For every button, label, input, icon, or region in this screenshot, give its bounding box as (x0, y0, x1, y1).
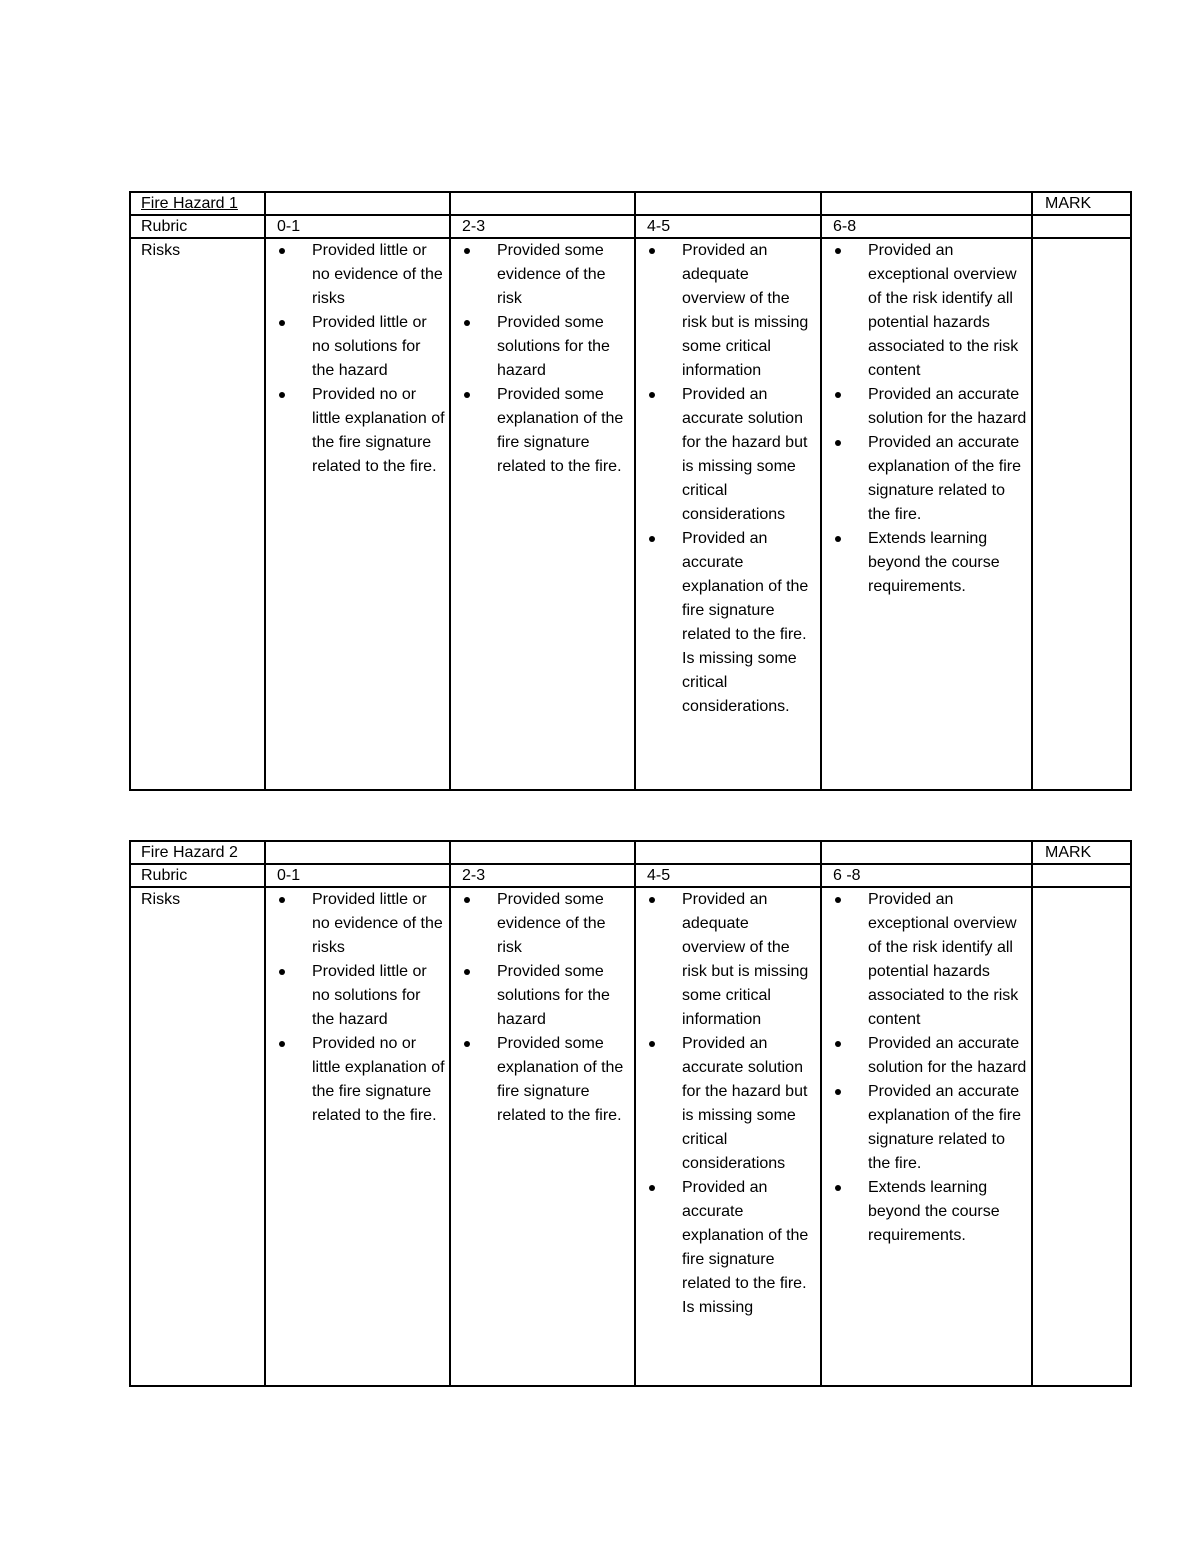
empty-cell (821, 192, 1032, 215)
table-header-row (130, 841, 1131, 864)
criterion-item: Provided an adequate overview of the risk but is missing some critical information (646, 888, 820, 1032)
criterion-item: Provided an accurate explanation of the fire signature related to the fire. Is missing (646, 1176, 820, 1320)
empty-cell (450, 192, 635, 215)
criteria-cell (635, 887, 821, 1386)
empty-cell (265, 841, 450, 864)
rubric-label: Rubric (130, 864, 265, 887)
criteria-cell (821, 887, 1032, 1386)
mark-cell (1032, 864, 1131, 887)
criteria-list (461, 239, 634, 479)
rubric-table-fire-hazard-2 (129, 840, 1132, 1387)
criteria-cell (265, 887, 450, 1386)
criterion-item: Extends learning beyond the course requirements. (832, 1176, 1031, 1248)
criteria-cell (635, 238, 821, 790)
criterion-item: Provided an accurate solution for the hazard but is missing some critical considerations (646, 1032, 820, 1176)
criteria-list (646, 239, 820, 719)
table-header-row (130, 192, 1131, 215)
criterion-item: Provided an accurate solution for the hazard (832, 383, 1031, 431)
empty-cell (635, 192, 821, 215)
criterion-item: Provided some evidence of the risk (461, 888, 634, 960)
criterion-item: Provided little or no solutions for the hazard (276, 960, 449, 1032)
empty-cell (265, 192, 450, 215)
criterion-item: Provided an accurate explanation of the fire signature related to the fire. (832, 1080, 1031, 1176)
rubric-table-fire-hazard-1 (129, 191, 1132, 791)
mark-cell (1032, 215, 1131, 238)
criteria-list (832, 888, 1031, 1248)
criteria-cell (265, 238, 450, 790)
score-band: 4-5 (635, 864, 821, 887)
table-title: Fire Hazard 2 (130, 841, 265, 864)
criterion-item: Provided an exceptional overview of the risk identify all potential hazards associated to the risk content (832, 239, 1031, 383)
criterion-item: Provided little or no solutions for the hazard (276, 311, 449, 383)
criterion-item: Provided some explanation of the fire signature related to the fire. (461, 1032, 634, 1128)
score-band: 6-8 (821, 215, 1032, 238)
criterion-item: Provided an accurate solution for the hazard (832, 1032, 1031, 1080)
criteria-cell (450, 887, 635, 1386)
criteria-cell (450, 238, 635, 790)
empty-cell (821, 841, 1032, 864)
score-row (130, 215, 1131, 238)
score-band: 2-3 (450, 864, 635, 887)
score-band: 0-1 (265, 864, 450, 887)
criteria-list (276, 239, 449, 479)
empty-cell (450, 841, 635, 864)
criterion-item: Provided some solutions for the hazard (461, 311, 634, 383)
criterion-item: Provided some evidence of the risk (461, 239, 634, 311)
empty-cell (635, 841, 821, 864)
rubric-label: Rubric (130, 215, 265, 238)
mark-entry-cell[interactable] (1032, 887, 1131, 1386)
mark-entry-cell[interactable] (1032, 238, 1131, 790)
criterion-item: Provided an exceptional overview of the risk identify all potential hazards associated to the risk content (832, 888, 1031, 1032)
criteria-row (130, 887, 1131, 1386)
criteria-cell (821, 238, 1032, 790)
criterion-item: Provided no or little explanation of the fire signature related to the fire. (276, 1032, 449, 1128)
score-band: 6 -8 (821, 864, 1032, 887)
table-title (130, 192, 265, 215)
criteria-list (461, 888, 634, 1128)
row-label-risks: Risks (130, 238, 265, 790)
mark-header: MARK (1032, 841, 1131, 864)
criteria-list (276, 888, 449, 1128)
mark-header: MARK (1032, 192, 1131, 215)
criteria-row (130, 238, 1131, 790)
score-band: 4-5 (635, 215, 821, 238)
criterion-item: Provided an accurate solution for the hazard but is missing some critical considerations (646, 383, 820, 527)
criteria-list (832, 239, 1031, 599)
criterion-item: Provided some solutions for the hazard (461, 960, 634, 1032)
score-band: 0-1 (265, 215, 450, 238)
score-row (130, 864, 1131, 887)
criterion-item: Provided no or little explanation of the fire signature related to the fire. (276, 383, 449, 479)
criterion-item: Provided little or no evidence of the risks (276, 888, 449, 960)
criterion-item: Provided some explanation of the fire signature related to the fire. (461, 383, 634, 479)
criterion-item: Provided an accurate explanation of the fire signature related to the fire. Is missing some critical considerations. (646, 527, 820, 719)
criterion-item: Extends learning beyond the course requirements. (832, 527, 1031, 599)
criteria-list (646, 888, 820, 1320)
criterion-item: Provided little or no evidence of the risks (276, 239, 449, 311)
table-title-text: Fire Hazard 1 (141, 195, 238, 212)
score-band: 2-3 (450, 215, 635, 238)
criterion-item: Provided an adequate overview of the risk but is missing some critical information (646, 239, 820, 383)
row-label-risks: Risks (130, 887, 265, 1386)
criterion-item: Provided an accurate explanation of the fire signature related to the fire. (832, 431, 1031, 527)
